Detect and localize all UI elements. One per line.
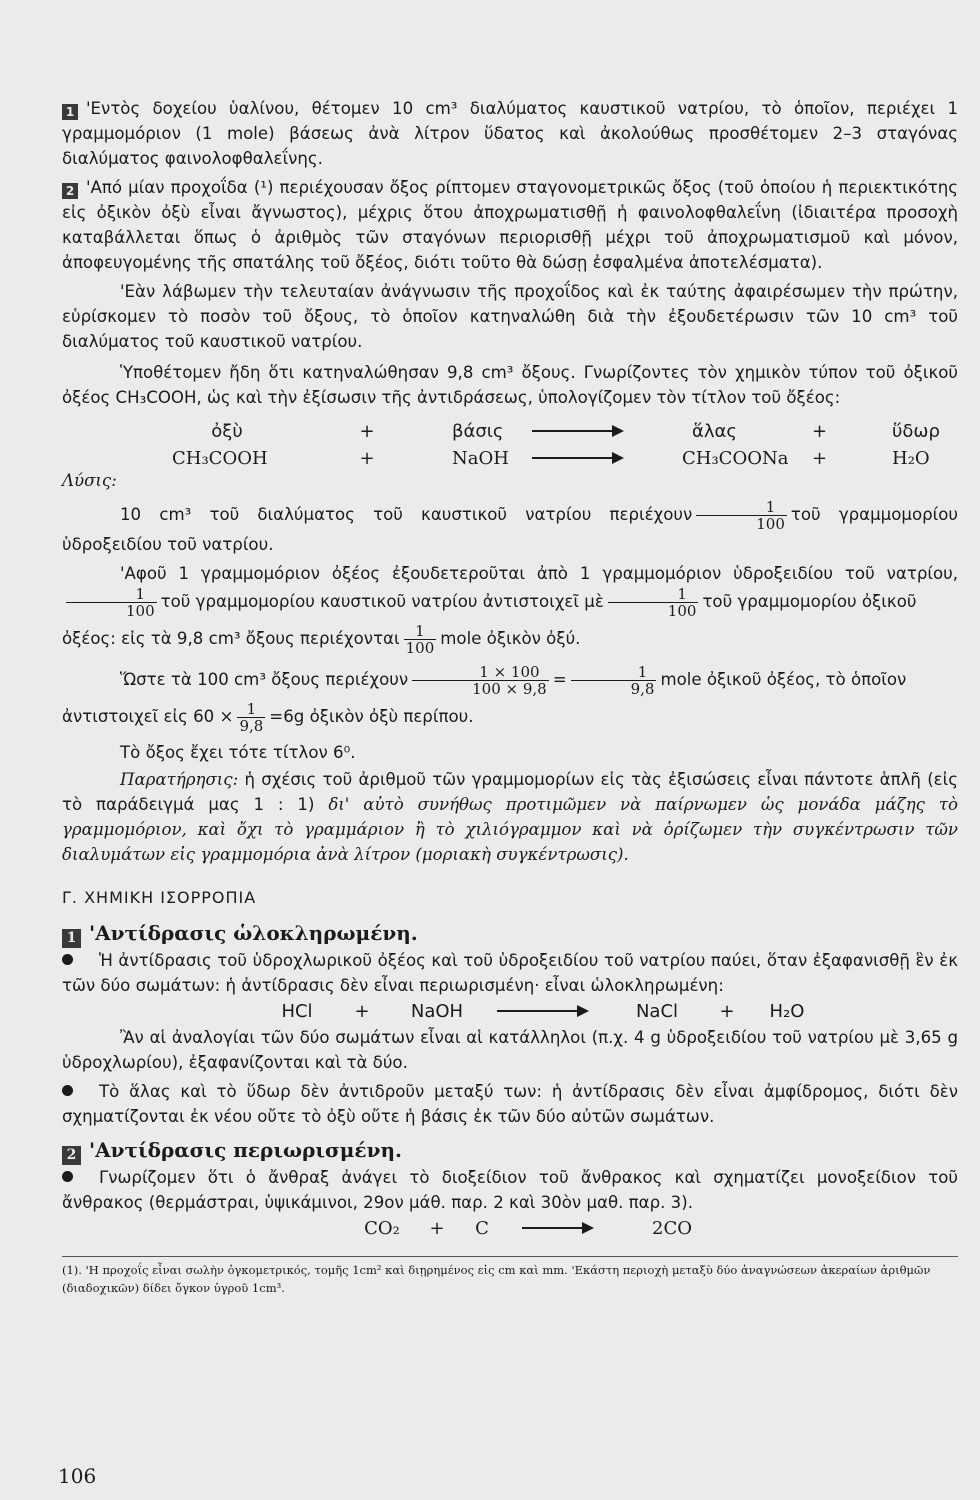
arrow-icon	[532, 457, 622, 459]
bullet-icon	[62, 954, 73, 965]
titre-result: Τὸ ὄξος ἔχει τότε τίτλον 6⁰.	[120, 743, 356, 762]
eq-term: H₂O	[892, 448, 930, 469]
paragraph-1: 1 'Εντὸς δοχείου ὑαλίνου, θέτομεν 10 cm³ διαλύματος καυστικοῦ νατρίου, τὸ ὁποῖον, περιέχει 1 γραμμομόριον (1 mole) βάσεως ἀνὰ λίτρον ὕδατος καὶ ἀκολούθως προσθέτομεν 2–3 σταγόνας διαλύματος φαινολοφθαλεΐνης.	[62, 99, 958, 168]
fraction: $\frac{1}{100}$	[608, 586, 699, 619]
paragraph-2: 2 'Από μίαν προχοΐδα (¹) περιέχουσαν ὄξος ρίπτομεν σταγονομετρικῶς ὄξος (τοῦ ὁποίου ἡ περιεκτικότης εἰς ὀξικὸν ὀξὺ εἶναι ἄγνωστος), μέχρις ὅτου ἀποχρωματισθῇ ἡ φαινολοφθαλεΐνη (ἰδιαιτέρα προσοχὴ καταβάλλεται ὅπως ὁ ἀριθμὸς τῶν σταγόνων περιορισθῇ μέχρι τοῦ ἀποχρωματισμοῦ καὶ μόνον, ἀποφευγομένης τῆς σπατάλης τοῦ ὄξέος, διότι τοῦτο θὰ δώσῃ ἐσφαλμένα ἀποτελέσματα).	[62, 178, 958, 272]
arrow-icon	[497, 1010, 587, 1012]
bullet-paragraph-1: Ἡ ἀντίδρασις τοῦ ὑδροχλωρικοῦ ὀξέος καὶ τοῦ ὑδροξειδίου τοῦ νατρίου παύει, ὅταν ἐξαφανισθῇ ἓν ἐκ τῶν δύο σωμάτων: ἡ ἀντίδρασις δὲν εἶναι περιωρισμένη· εἶναι ὡλοκληρωμένη:	[62, 951, 958, 995]
fraction: $\frac{1}{100}$	[696, 499, 787, 532]
step-2-icon: 2	[62, 183, 78, 199]
fraction: $\frac{1}{100}$	[405, 622, 435, 657]
eq-term: βάσις	[452, 421, 504, 442]
word-equation	[172, 418, 958, 445]
solution-label: Λύσις:	[62, 471, 117, 490]
calc-line-2: 'Αφοῦ 1 γραμμομόριον ὀξέος ἐξουδετεροῦται ἀπὸ 1 γραμμομόριον ὑδροξειδίου τοῦ νατρίου, $\frac{1}{100}$ τοῦ γραμμομορίου καυστικοῦ νατρίου ἀντιστοιχεῖ μὲ $\frac{1}{100}$ τοῦ γραμμομορίου ὀξικοῦ	[62, 561, 958, 619]
bullet-icon	[62, 1171, 73, 1182]
calc-line-5: ἀντιστοιχεῖ εἰς 60 × $\frac{1}{9,8}$ =6g ὀξικὸν ὀξὺ περίπου.	[62, 700, 474, 735]
eq-op: +	[812, 421, 828, 442]
bullet-paragraph-2: Τὸ ἅλας καὶ τὸ ὕδωρ δὲν ἀντιδροῦν μεταξύ των: ἡ ἀντίδρασις δὲν εἶναι ἀμφίδρομος, διότι δὲν σχηματίζονται ἐκ νέου οὔτε τὸ ὀξὺ οὔτε ἡ βάσις ἐκ τῶν δύο αὐτῶν σωμάτων.	[62, 1082, 958, 1126]
eq-op: +	[812, 448, 828, 469]
paragraph-4: Ὑποθέτομεν ἤδη ὅτι κατηναλώθησαν 9,8 cm³ ὄξους. Γνωρίζοντες τὸν χημικὸν τύπον τοῦ ὀξικοῦ ὀξέος CH₃COOH, ὡς καὶ τὴν ἐξίσωσιν τῆς ἀντιδράσεως, ὑπολογίζομεν τὸν τίτλον τοῦ ὄξέος:	[62, 363, 958, 407]
bullet-paragraph-3: Γνωρίζομεν ὅτι ὁ ἄνθραξ ἀνάγει τὸ διοξείδιον τοῦ ἄνθρακος καὶ σχηματίζει μονοξείδιον τοῦ ἄνθρακος (θερμάστραι, ὑψικάμινοι, 29ον μάθ. παρ. 2 καὶ 30ὸν μαθ. παρ. 3).	[62, 1168, 958, 1212]
eq-term: ὀξὺ	[211, 421, 243, 442]
eq-term: NaOH	[452, 448, 509, 469]
eq-term: ὕδωρ	[892, 421, 940, 442]
eq-term: ἅλας	[692, 421, 737, 442]
eq-op: +	[359, 448, 375, 469]
footnote: (1). 'Η προχοΐς εἶναι σωλὴν ὀγκομετρικός, τομῆς 1cm² καὶ διῃρημένος εἰς cm καὶ mm. 'Εκάστη περιοχὴ μεταξὺ δύο ἀναγνώσεων ἀκεραίων ἀριθμῶν (διαδοχικῶν) δίδει ὄγκον ὑγροῦ 1cm³.	[62, 1256, 958, 1297]
heading-1: 1 'Αντίδρασις ὡλοκληρωμένη.	[62, 918, 958, 948]
heading-1-number-icon: 1	[62, 929, 81, 948]
heading-2: 2 'Αντίδρασις περιωρισμένη.	[62, 1135, 958, 1165]
paragraph-3: 'Εὰν λάβωμεν τὴν τελευταίαν ἀνάγνωσιν τῆς προχοΐδος καὶ ἐκ ταύτης ἀφαιρέσωμεν τὴν πρώτην, εὑρίσκομεν τὸ ποσὸν τοῦ ὄξους, τὸ ὁποῖον κατηναλώθη διὰ τὴν ἐξουδετέρωσιν τῶν 10 cm³ τοῦ διαλύματος τοῦ καυστικοῦ νατρίου.	[62, 282, 958, 351]
arrow-icon	[522, 1227, 592, 1229]
fraction: $\frac{1}{100}$	[66, 586, 157, 619]
arrow-icon	[532, 430, 622, 432]
bullet-icon	[62, 1085, 73, 1096]
calc-line-3: ὀξέος: εἰς τὰ 9,8 cm³ ὄξους περιέχονται $\frac{1}{100}$ mole ὀξικὸν ὀξύ.	[62, 622, 581, 657]
page-content	[62, 96, 958, 1297]
remark: Παρατήρησις: ἡ σχέσις τοῦ ἀριθμοῦ τῶν γραμμομορίων εἰς τὰς ἐξισώσεις εἶναι πάντοτε ἁπλῆ (εἰς τὸ παράδειγμά μας 1 : 1) δι' αὐτὸ συνήθως προτιμῶμεν νὰ παίρνωμεν ὡς μονάδα μάζης τὸ γραμμομόριον, καὶ ὄχι τὸ γραμμάριον ἢ τὸ χιλιόγραμμον καὶ νὰ ὁρίζωμεν τὴν συγκέντρωσιν τῶν διαλυμάτων εἰς γραμμομόρια ἀνὰ λίτρον (μοριακὴ συγκέντρωσις).	[62, 770, 959, 864]
fraction: $\frac{1 \times 100}{100 \times 9,8}$	[412, 664, 549, 697]
step-1-icon: 1	[62, 104, 78, 120]
eq-term: CH₃COONa	[682, 448, 789, 469]
paragraph-proportions: Ἂν αἱ ἀναλογίαι τῶν δύο σωμάτων εἶναι αἱ κατάλληλοι (π.χ. 4 g ὑδροξειδίου τοῦ νατρίου μὲ 3,65 g ὑδροχλωρίου), ἐξαφανίζονται καὶ τὰ δύο.	[62, 1028, 958, 1072]
co2-equation: CO₂ + C 2CO	[364, 1218, 692, 1239]
calc-line-1: 10 cm³ τοῦ διαλύματος τοῦ καυστικοῦ νατρίου περιέχουν $\frac{1}{100}$ τοῦ γραμμομορίου ὑδροξειδίου τοῦ νατρίου.	[62, 498, 958, 554]
fraction: $\frac{1}{9,8}$	[571, 664, 657, 697]
heading-2-number-icon: 2	[62, 1146, 81, 1165]
fraction: $\frac{1}{9,8}$	[239, 700, 264, 735]
calc-line-4: Ὥστε τὰ 100 cm³ ὄξους περιέχουν $\frac{1 \times 100}{100 \times 9,8}$ = $\frac{1}{9,8}$ mole ὀξικοῦ ὀξέος, τὸ ὁποῖον	[120, 663, 907, 698]
page-number: 106	[58, 1464, 97, 1488]
hcl-equation: HCl + NaOH NaCl + H₂O	[281, 1001, 805, 1022]
eq-op: +	[359, 421, 375, 442]
eq-term: CH₃COOH	[172, 448, 268, 469]
section-title: Γ. ΧΗΜΙΚΗ ΙΣΟΡΡΟΠΙΑ	[62, 888, 257, 907]
